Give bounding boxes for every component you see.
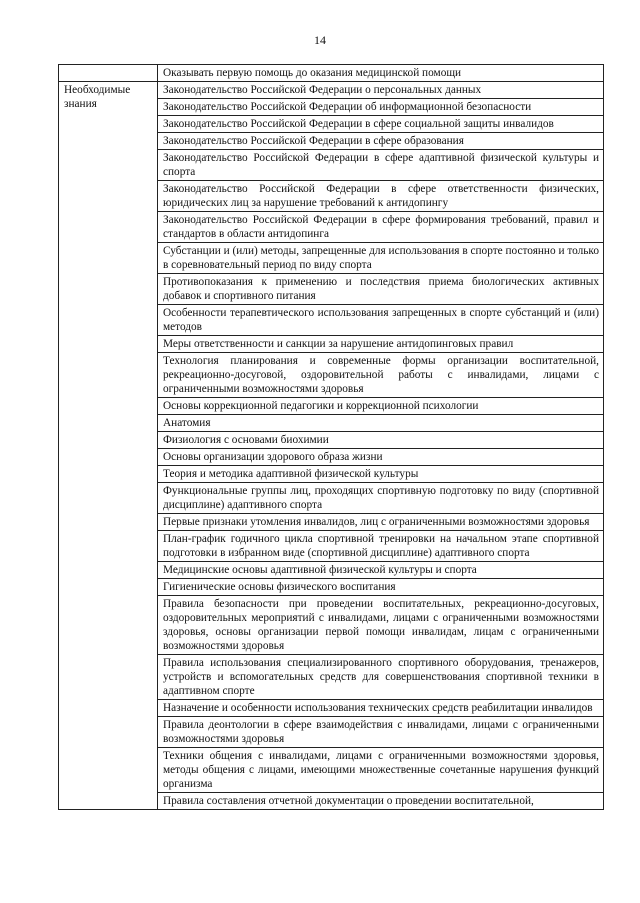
page-number: 14 bbox=[314, 33, 326, 47]
requirement-text: Физиология с основами биохимии bbox=[158, 432, 604, 449]
requirement-text: Техники общения с инвалидами, лицами с ограниченными возможностями здоровья, методы общения с лицами, имеющими множественные сочетанные нарушения функций организма bbox=[158, 748, 604, 793]
requirements-table bbox=[58, 64, 604, 810]
requirement-text: Первые признаки утомления инвалидов, лиц с ограниченными возможностями здоровья bbox=[158, 514, 604, 531]
requirement-text: Гигиенические основы физического воспитания bbox=[158, 579, 604, 596]
requirements-table-body bbox=[59, 65, 604, 810]
requirement-text: Законодательство Российской Федерации в сфере ответственности физических, юридических лиц за нарушение требований к антидопингу bbox=[158, 181, 604, 212]
requirement-text: Правила составления отчетной документации о проведении воспитательной, bbox=[158, 793, 604, 810]
requirement-text: Законодательство Российской Федерации в сфере адаптивной физической культуры и спорта bbox=[158, 150, 604, 181]
section-label: Необходимые знания bbox=[59, 82, 158, 810]
requirement-text: Противопоказания к применению и последствия приема биологических активных добавок и спортивного питания bbox=[158, 274, 604, 305]
requirement-text: Субстанции и (или) методы, запрещенные для использования в спорте постоянно и только в соревновательный период по виду спорта bbox=[158, 243, 604, 274]
requirement-text: Правила использования специализированного спортивного оборудования, тренажеров, устройств и вспомогательных средств для совершенствования спортивной техники в адаптивном спорте bbox=[158, 655, 604, 700]
requirement-text: Законодательство Российской Федерации о персональных данных bbox=[158, 82, 604, 99]
requirement-text: Законодательство Российской Федерации в сфере образования bbox=[158, 133, 604, 150]
table-row bbox=[59, 65, 604, 82]
requirement-text: Меры ответственности и санкции за нарушение антидопинговых правил bbox=[158, 336, 604, 353]
requirement-text: Законодательство Российской Федерации в сфере формирования требований, правил и стандартов в области антидопинга bbox=[158, 212, 604, 243]
requirement-text: Правила безопасности при проведении воспитательных, рекреационно-досуговых, оздоровительных мероприятий с инвалидами, лицами с ограниченными возможностями здоровья, основы организации первой помощи инвалидам, лицам с ограниченными возможностями здоровья bbox=[158, 596, 604, 655]
requirement-text: Медицинские основы адаптивной физической культуры и спорта bbox=[158, 562, 604, 579]
requirement-text: Назначение и особенности использования технических средств реабилитации инвалидов bbox=[158, 700, 604, 717]
table-row bbox=[59, 82, 604, 99]
requirement-text: План-график годичного цикла спортивной тренировки на начальном этапе спортивной подготовки в избранном виде (спортивной дисциплине) адаптивного спорта bbox=[158, 531, 604, 562]
requirement-text: Основы организации здорового образа жизни bbox=[158, 449, 604, 466]
requirement-text: Технология планирования и современные формы организации воспитательной, рекреационно-досуговой, оздоровительной работы с инвалидами, лицами с ограниченными возможностями здоровья bbox=[158, 353, 604, 398]
requirement-text: Законодательство Российской Федерации об информационной безопасности bbox=[158, 99, 604, 116]
requirement-text: Анатомия bbox=[158, 415, 604, 432]
requirement-text: Особенности терапевтического использования запрещенных в спорте субстанций и (или) методов bbox=[158, 305, 604, 336]
requirement-text: Теория и методика адаптивной физической культуры bbox=[158, 466, 604, 483]
empty-label-cell bbox=[59, 65, 158, 82]
requirement-text: Правила деонтологии в сфере взаимодействия с инвалидами, лицами с ограниченными возможностями здоровья bbox=[158, 717, 604, 748]
requirement-text: Оказывать первую помощь до оказания медицинской помощи bbox=[158, 65, 604, 82]
requirement-text: Законодательство Российской Федерации в сфере социальной защиты инвалидов bbox=[158, 116, 604, 133]
requirement-text: Функциональные группы лиц, проходящих спортивную подготовку по виду (спортивной дисциплине) адаптивного спорта bbox=[158, 483, 604, 514]
requirement-text: Основы коррекционной педагогики и коррекционной психологии bbox=[158, 398, 604, 415]
